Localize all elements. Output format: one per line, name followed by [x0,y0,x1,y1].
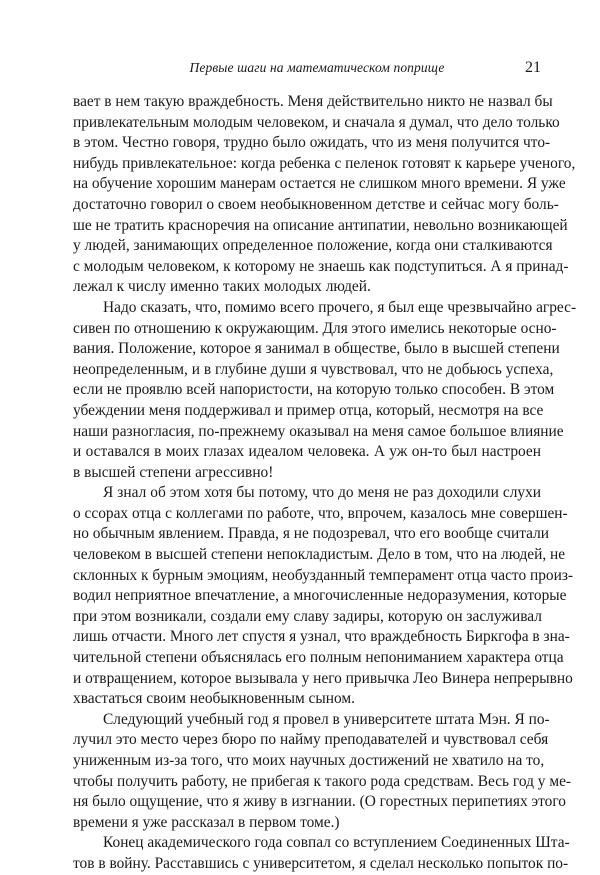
running-title: Первые шаги на математическом поприще [189,60,445,75]
page-number: 21 [525,59,541,76]
text-line: вает в нем такую враждебность. Меня действительно никто не назвал бы [73,93,553,110]
paragraph [73,92,576,298]
text-line: и отвращением, которое вызывала у него привычка Лео Винера непрерывно [73,669,573,687]
text-line: но обычным явлением. Правда, я не подозревал, что его вообще считали [73,525,550,543]
text-line: склонных к бурным эмоциям, необузданный темперамент отца часто произ- [73,566,574,584]
text-line: лучил это место через бюро по найму преподавателей и чувствовал себя [73,731,549,749]
text-line: ня было ощущение, что я живу в изгнании. (О горестных перипетиях этого [73,793,566,811]
text-line: на обучение хорошим манерам остается не слишком много времени. Я уже [73,175,566,193]
text-line: о ссорах отца с коллегами по работе, что, впрочем, казалось мне совершен- [73,504,568,522]
text-line: при этом возникали, создали ему славу задиры, которую он заслуживал [73,607,542,625]
text-line: вания. Положение, которое я занимал в обществе, было в высшей степени [73,340,560,358]
text-line: Надо сказать, что, помимо всего прочего, я был еще чрезвычайно агрес- [103,298,577,316]
text-line: водил неприятное впечатление, а многочисленные недоразумения, которые [73,587,567,605]
text-line: человеком в высшей степени непокладистым. Дело в том, что на людей, не [73,546,566,564]
text-line: у людей, занимающих определенное положение, когда они сталкиваются [73,237,553,255]
text-line: тов в войну. Расставшись с университетом, я сделал несколько попыток по- [73,854,569,872]
text-line: сивен по отношению к окружающим. Для этого имелись некоторые осно- [73,319,557,337]
text-line: чительной степени объяснялась его полным непониманием характера отца [73,649,564,667]
text-line: Конец академического года совпал со вступлением Соединенных Шта- [103,834,570,852]
text-line: привлекательным молодым человеком, и сначала я думал, что дело только [73,113,560,131]
text-line: хвастаться своим необыкновенным сыном. [73,690,355,708]
text-line: униженным из-за того, что моих научных достижений не хватило на то, [73,752,545,769]
paragraph [73,710,572,834]
book-page [73,59,577,875]
text-line: в высшей степени агрессивно! [73,463,274,481]
text-line: в этом. Честно говоря, трудно было ожидать, что из меня получится что- [73,134,551,152]
paragraph [73,298,577,483]
text-line: чтобы получить работу, не прибегая к такого рода средствам. Весь год у ме- [73,772,572,790]
text-line: времени я уже рассказал в первом томе.) [73,813,340,831]
text-line: Следующий учебный год я провел в университете штата Мэн. Я по- [103,710,550,728]
text-line: ше не тратить красноречия на описание антипатии, невольно возникающей [73,216,568,234]
running-header [73,60,541,82]
text-line: с молодым человеком, к которому не знаешь как подступиться. А я принад- [73,257,569,275]
paragraph [73,483,574,710]
text-line: достаточно говорил о своем необыкновенном детстве и сейчас могу боль- [73,195,559,213]
text-line: Я знал об этом хотя бы потому, что до меня не раз доходили слухи [103,484,541,502]
text-line: неопределенным, и в глубине души я чувствовал, что не добьюсь успеха, [73,360,554,378]
text-line: лишь отчасти. Много лет спустя я узнал, что враждебность Биркгофа в зна- [73,628,570,646]
text-line: и оставался в моих глазах идеалом человека. А уж он-то был настроен [73,443,541,461]
text-line: нибудь привлекательное: когда ребенка с пеленок готовят к карьере ученого, [73,154,576,172]
text-line: лежал к числу именно таких молодых людей. [73,278,371,296]
text-line: если не проявлю всей напористости, на которую только способен. В этом [73,381,555,399]
body-text [73,92,577,875]
paragraph [73,833,570,874]
text-line: убеждении меня поддерживал и пример отца, который, несмотря на все [73,401,544,419]
text-line: наши разногласия, по-прежнему оказывал на меня самое большое влияние [73,422,564,440]
